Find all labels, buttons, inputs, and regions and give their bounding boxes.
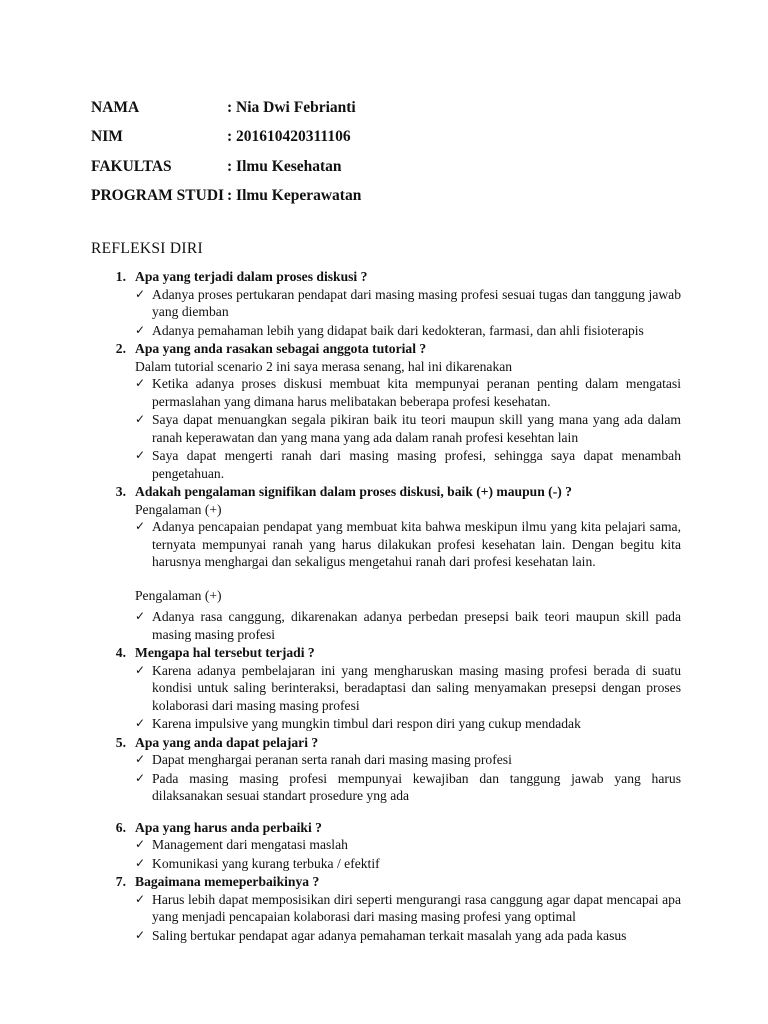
question-title xyxy=(91,819,681,837)
check-icon: ✓ xyxy=(135,662,146,677)
question-title xyxy=(91,268,681,286)
list-item-text: Karena adanya pembelajaran ini yang mengharuskan masing masing profesi berada di suatu kondisi untuk saling berinteraksi, beradaptasi dan saling menyamakan presepsi dengan proses kolaborasi dari masing masing profesi xyxy=(152,662,681,713)
check-icon: ✓ xyxy=(135,837,146,851)
question-number: 6. xyxy=(115,819,126,835)
identity-block xyxy=(91,93,361,211)
question-7 xyxy=(91,873,681,944)
identity-row-nama xyxy=(91,93,361,123)
list-item-text: Adanya pencapaian pendapat yang membuat kita bahwa meskipun ilmu yang kita pelajari sama, ternyata mempunyai ranah yang harus dilakukan profesi kesehatan lain. Dengan begitu kita harusnya menghargai dan sekaligus mengetahui ranah dari profesi kesehatan lain. xyxy=(152,519,681,569)
question-title xyxy=(91,340,681,358)
question-5 xyxy=(91,734,681,805)
list-item xyxy=(135,375,681,410)
question-number: 2. xyxy=(115,341,126,356)
check-icon: ✓ xyxy=(135,609,146,623)
list-item xyxy=(135,891,681,926)
list-item xyxy=(135,751,681,769)
list-item xyxy=(135,518,681,571)
identity-label: FAKULTAS xyxy=(91,157,172,175)
list-item xyxy=(135,715,681,733)
question-intro: Pengalaman (+) xyxy=(135,501,222,517)
question-title xyxy=(91,483,681,501)
question-2 xyxy=(91,340,681,482)
question-6 xyxy=(91,819,681,873)
list-item-text: Komunikasi yang kurang terbuka / efektif xyxy=(152,855,380,871)
identity-value: : Ilmu Kesehatan xyxy=(227,157,342,175)
question-text: Adakah pengalaman signifikan dalam proses diskusi, baik (+) maupun (-) ? xyxy=(135,484,572,499)
list-item-text: Adanya rasa canggung, dikarenakan adanya perbedan presepsi baik teori maupun skill pada masing masing profesi xyxy=(152,609,681,642)
question-title xyxy=(91,644,681,662)
question-text: Apa yang anda rasakan sebagai anggota tutorial ? xyxy=(135,341,427,356)
question-number: 4. xyxy=(115,645,126,660)
check-icon: ✓ xyxy=(135,855,146,870)
question-text: Apa yang harus anda perbaiki ? xyxy=(135,819,322,835)
question-text: Bagaimana memeperbaikinya ? xyxy=(135,874,320,889)
list-item-text: Saya dapat mengerti ranah dari masing masing profesi, sehingga saya dapat menambah pengetahuan. xyxy=(152,448,681,481)
identity-label: PROGRAM STUDI xyxy=(91,187,225,205)
question-3 xyxy=(91,483,681,643)
list-item-text: Harus lebih dapat memposisikan diri seperti mengurangi rasa canggung agar dapat mencapai apa yang menjadi pencapaian kolaborasi dari masing masing profesi yang optimal xyxy=(152,891,681,924)
list-item-text: Adanya pemahaman lebih yang didapat baik dari kedokteran, farmasi, dan ahli fisioterapis xyxy=(152,322,644,338)
list-item-text: Karena impulsive yang mungkin timbul dari respon diri yang cukup mendadak xyxy=(152,716,581,731)
question-intro-secondary: Pengalaman (+) xyxy=(135,587,222,603)
section-heading: REFLEKSI DIRI xyxy=(91,240,203,257)
question-number: 5. xyxy=(115,734,126,750)
identity-value: : Nia Dwi Febrianti xyxy=(227,98,356,116)
question-text: Apa yang terjadi dalam proses diskusi ? xyxy=(135,269,368,284)
bullet-list xyxy=(91,518,681,571)
list-item-text: Pada masing masing profesi mempunyai kewajiban dan tanggung jawab yang harus dilaksanakan sesuai standart prosedure yng ada xyxy=(152,770,681,803)
check-icon: ✓ xyxy=(135,752,146,766)
check-icon: ✓ xyxy=(135,927,146,942)
identity-row-nim xyxy=(91,123,361,153)
identity-label: NAMA xyxy=(91,98,140,116)
identity-row-program-studi xyxy=(91,182,361,212)
list-item-text: Adanya proses pertukaran pendapat dari masing masing profesi sesuai tugas dan tanggung jawab yang diemban xyxy=(152,286,681,319)
bullet-list xyxy=(91,836,681,872)
list-item xyxy=(135,927,681,945)
check-icon: ✓ xyxy=(135,770,146,785)
list-item-text: Management dari mengatasi maslah xyxy=(152,837,348,852)
check-icon: ✓ xyxy=(135,716,146,730)
list-item xyxy=(135,286,681,321)
list-item xyxy=(135,322,681,340)
question-intro: Dalam tutorial scenario 2 ini saya merasa senang, hal ini dikarenakan xyxy=(135,358,513,374)
identity-value: : Ilmu Keperawatan xyxy=(227,187,362,205)
bullet-list xyxy=(91,375,681,482)
list-item xyxy=(135,770,681,805)
list-item-text: Dapat menghargai peranan serta ranah dari masing masing profesi xyxy=(152,752,512,767)
question-number: 3. xyxy=(115,484,126,499)
check-icon: ✓ xyxy=(135,286,146,301)
check-icon: ✓ xyxy=(135,891,146,906)
question-text: Apa yang anda dapat pelajari ? xyxy=(135,734,319,750)
question-number: 7. xyxy=(115,874,126,889)
question-list xyxy=(91,268,681,945)
bullet-list xyxy=(91,751,681,805)
identity-value: : 201610420311106 xyxy=(227,128,351,146)
list-item xyxy=(135,411,681,446)
question-number: 1. xyxy=(115,269,126,284)
list-item xyxy=(135,662,681,715)
bullet-list xyxy=(91,286,681,340)
check-icon: ✓ xyxy=(135,376,146,390)
question-title xyxy=(91,873,681,891)
list-item-text: Ketika adanya proses diskusi membuat kita mempunyai peranan penting dalam mengatasi permaslahan yang dimana harus melibatakan beberapa profesi kesehatan. xyxy=(152,376,681,409)
question-title xyxy=(91,734,681,752)
check-icon: ✓ xyxy=(135,412,146,426)
list-item-text: Saling bertukar pendapat agar adanya pemahaman terkait masalah yang ada pada kasus xyxy=(152,927,627,943)
list-item xyxy=(135,836,681,854)
list-item-text: Saya dapat menuangkan segala pikiran baik itu teori maupun skill yang mana yang ada dalam ranah keperawatan dan yang mana yang ada dalam ranah profesi kesehtan lain xyxy=(152,412,681,445)
question-4 xyxy=(91,644,681,733)
question-text: Mengapa hal tersebut terjadi ? xyxy=(135,645,315,660)
bullet-list xyxy=(91,662,681,733)
identity-label: NIM xyxy=(91,128,123,146)
question-1 xyxy=(91,268,681,339)
list-item xyxy=(135,855,681,873)
bullet-list xyxy=(91,891,681,945)
check-icon: ✓ xyxy=(135,519,146,533)
identity-row-fakultas xyxy=(91,152,361,182)
bullet-list xyxy=(91,608,681,643)
list-item xyxy=(135,447,681,482)
list-item xyxy=(135,608,681,643)
check-icon: ✓ xyxy=(135,322,146,337)
check-icon: ✓ xyxy=(135,448,146,462)
